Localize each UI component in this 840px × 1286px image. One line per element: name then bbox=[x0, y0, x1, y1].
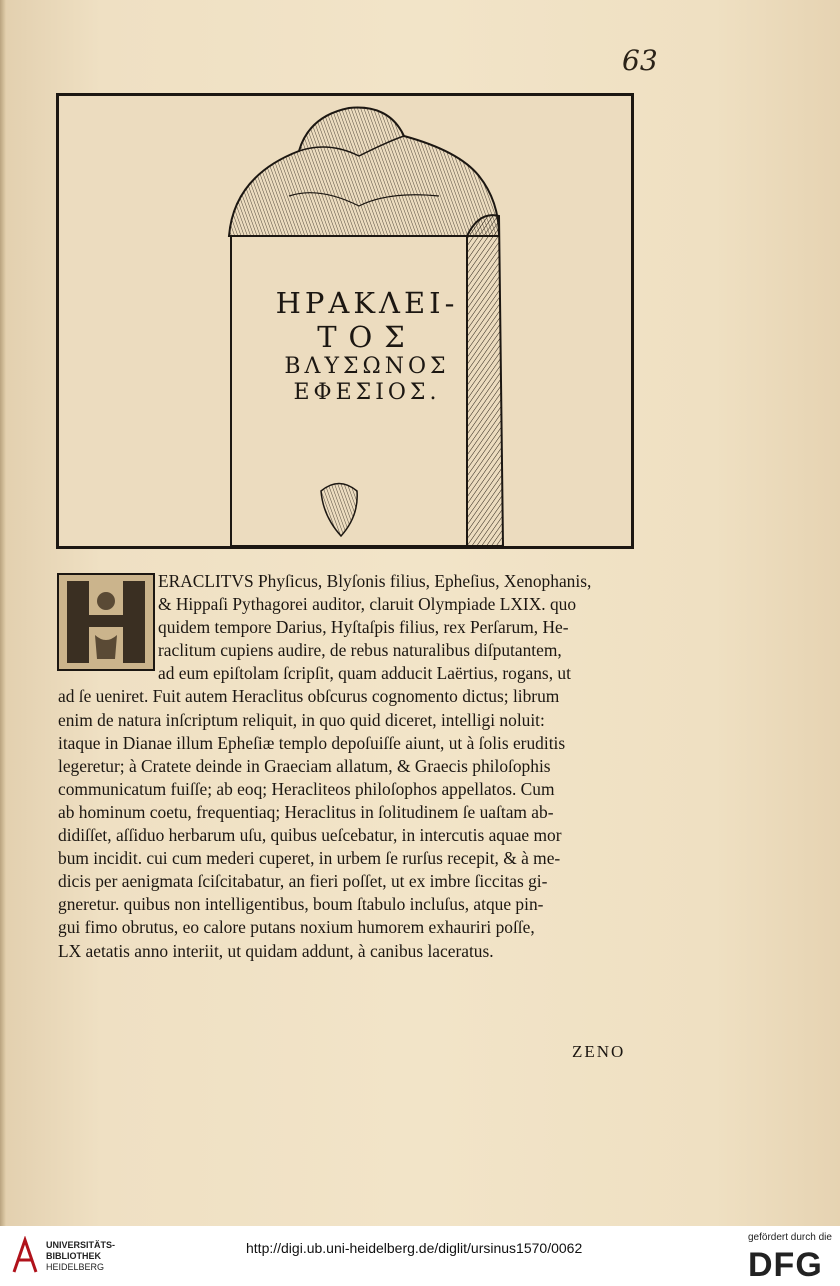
text-line: ad ſe ueniret. Fuit autem Heraclitus obſcurus cognomento dictus; librum bbox=[58, 686, 560, 707]
text-line: ab hominum coetu, frequentiaq; Heraclitus in ſolitudinem ſe uaſtam ab- bbox=[58, 801, 554, 822]
text-line: gui fimo obrutus, eo calore putans noxium humorem exhauriri poſſe, bbox=[58, 917, 535, 938]
text-line: ad eum epiſtolam ſcripſit, quam adducit Laërtius, rogans, ut bbox=[158, 663, 571, 684]
text-line: itaque in Dianae illum Epheſiæ templo depoſuiſſe aiunt, ut à ſolis eruditis bbox=[58, 732, 566, 753]
inscription-line: ΕΦΕΣΙΟΣ. bbox=[293, 380, 441, 406]
text-line: bum incidit. cui cum mederi cuperet, in urbem ſe rurſus recepit, & à me- bbox=[58, 848, 561, 869]
text-line: communicatum fuiſſe; ab eoq; Heracliteos philoſophos appellatos. Cum bbox=[58, 778, 555, 799]
text-line: raclitum cupiens audire, de rebus naturalibus diſputantem, bbox=[158, 640, 562, 661]
library-name[interactable] bbox=[46, 1240, 115, 1273]
text-line: gneretur. quibus non intelligentibus, boum ſtabulo incluſus, atque pin- bbox=[58, 894, 544, 915]
text-line: quidem tempore Darius, Hyſtaſpis filius, rex Perſarum, He- bbox=[158, 617, 569, 638]
text-line: didiſſet, aſſiduo herbarum uſu, quibus ueſcebatur, in intercutis aquae mor bbox=[58, 825, 562, 846]
catchword: ZENO bbox=[572, 1042, 626, 1061]
text-line: dicis per aenigmata ſciſcitabatur, an fieri poſſet, ut ex imbre ſiccitas gi- bbox=[58, 871, 548, 892]
viewer-footer bbox=[0, 1226, 840, 1286]
text-line: enim de natura inſcriptum reliquit, in quo quid diceret, intelligi noluit: bbox=[58, 709, 545, 730]
inscription-line: ΤΟΣ bbox=[317, 320, 417, 355]
library-name-line: BIBLIOTHEK bbox=[46, 1251, 101, 1261]
page-number: 63 bbox=[622, 44, 658, 77]
body-text bbox=[58, 570, 644, 963]
text-line: & Hippaſi Pythagorei auditor, claruit Olympiade LXIX. quo bbox=[158, 594, 577, 615]
herm-inscription bbox=[237, 286, 497, 406]
text-line: legeretur; à Cratete deinde in Graeciam allatum, & Graecis philoſophis bbox=[58, 755, 551, 776]
permalink-url[interactable]: http://digi.ub.uni-heidelberg.de/diglit/ursinus1570/0062 bbox=[246, 1240, 583, 1256]
inscription-line: ΒΛΥΣΩΝΟΣ bbox=[284, 354, 450, 380]
text-line: LX aetatis anno interiit, ut quidam addunt, à canibus laceratus. bbox=[58, 940, 494, 961]
page-edge bbox=[0, 0, 6, 1226]
dfg-logo[interactable]: DFG bbox=[748, 1246, 823, 1284]
inscription-line: ΗΡΑΚΛΕΙ- bbox=[275, 286, 459, 320]
library-name-line: UNIVERSITÄTS- bbox=[46, 1240, 116, 1250]
library-name-line: HEIDELBERG bbox=[46, 1262, 105, 1272]
text-line: ERACLITVS Phyſicus, Blyſonis filius, Epheſius, Xenophanis, bbox=[158, 571, 592, 591]
funding-caption: gefördert durch die bbox=[748, 1232, 832, 1243]
herm-woodcut bbox=[56, 93, 634, 549]
university-library-logo-icon[interactable] bbox=[10, 1236, 40, 1276]
